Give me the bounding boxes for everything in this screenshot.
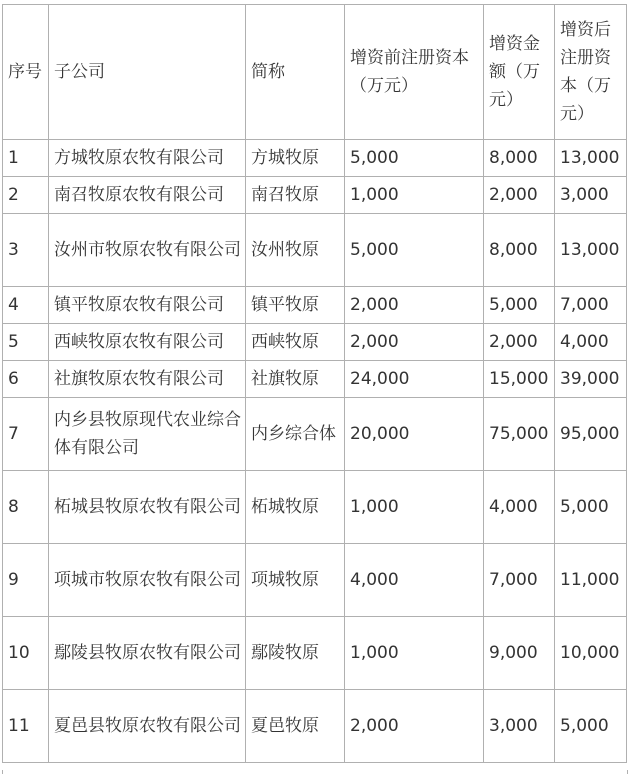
cell-capital-before: 20,000 <box>345 398 484 471</box>
cell-seq: 7 <box>3 398 49 471</box>
cell-increase-amount: 75,000 <box>484 398 555 471</box>
cell-short-name: 内乡综合体 <box>246 398 345 471</box>
header-seq: 序号 <box>3 5 49 140</box>
header-capital-after: 增资后注册资本（万元） <box>555 5 627 140</box>
cell-company: 汝州市牧原农牧有限公司 <box>49 214 246 287</box>
cell-company: 社旗牧原农牧有限公司 <box>49 361 246 398</box>
cell-seq: 2 <box>3 177 49 214</box>
table-row <box>3 361 627 398</box>
cell-capital-before: 2,000 <box>345 324 484 361</box>
cell-capital-before: 24,000 <box>345 361 484 398</box>
cell-seq: 3 <box>3 214 49 287</box>
table-row <box>3 398 627 471</box>
cell-increase-amount: 2,000 <box>484 324 555 361</box>
cell-seq: 1 <box>3 140 49 177</box>
header-short-name: 简称 <box>246 5 345 140</box>
cell-capital-after: 7,000 <box>555 287 627 324</box>
cell-short-name: 柘城牧原 <box>246 471 345 544</box>
cell-increase-amount: 3,000 <box>484 690 555 763</box>
cell-seq: 5 <box>3 324 49 361</box>
cell-company: 镇平牧原农牧有限公司 <box>49 287 246 324</box>
cell-capital-before: 5,000 <box>345 140 484 177</box>
cell-company: 西峡牧原农牧有限公司 <box>49 324 246 361</box>
header-company: 子公司 <box>49 5 246 140</box>
cell-capital-after: 95,000 <box>555 398 627 471</box>
cell-capital-after: 11,000 <box>555 544 627 617</box>
cell-short-name: 汝州牧原 <box>246 214 345 287</box>
table-row <box>3 471 627 544</box>
cell-capital-after: 5,000 <box>555 690 627 763</box>
table-row <box>3 690 627 763</box>
table-row <box>3 324 627 361</box>
cell-capital-before: 5,000 <box>345 214 484 287</box>
cell-short-name: 南召牧原 <box>246 177 345 214</box>
capital-increase-table <box>2 4 627 763</box>
cell-seq: 4 <box>3 287 49 324</box>
cell-capital-after: 39,000 <box>555 361 627 398</box>
cell-seq: 8 <box>3 471 49 544</box>
cell-short-name: 镇平牧原 <box>246 287 345 324</box>
cell-company: 内乡县牧原现代农业综合体有限公司 <box>49 398 246 471</box>
cell-capital-before: 4,000 <box>345 544 484 617</box>
cell-increase-amount: 15,000 <box>484 361 555 398</box>
cell-short-name: 方城牧原 <box>246 140 345 177</box>
cell-increase-amount: 8,000 <box>484 140 555 177</box>
cell-increase-amount: 9,000 <box>484 617 555 690</box>
cell-short-name: 西峡牧原 <box>246 324 345 361</box>
cell-seq: 11 <box>3 690 49 763</box>
cell-seq: 6 <box>3 361 49 398</box>
cell-capital-before: 2,000 <box>345 287 484 324</box>
cell-company: 夏邑县牧原农牧有限公司 <box>49 690 246 763</box>
cell-increase-amount: 4,000 <box>484 471 555 544</box>
table-row <box>3 140 627 177</box>
cell-increase-amount: 7,000 <box>484 544 555 617</box>
table-row <box>3 177 627 214</box>
table-row <box>3 544 627 617</box>
cell-short-name: 项城牧原 <box>246 544 345 617</box>
cell-capital-after: 13,000 <box>555 214 627 287</box>
cell-seq: 9 <box>3 544 49 617</box>
table-row <box>3 214 627 287</box>
cell-capital-after: 5,000 <box>555 471 627 544</box>
cell-capital-after: 3,000 <box>555 177 627 214</box>
header-capital-before: 增资前注册资本（万元） <box>345 5 484 140</box>
header-row <box>3 5 627 140</box>
cell-increase-amount: 2,000 <box>484 177 555 214</box>
cell-capital-before: 1,000 <box>345 177 484 214</box>
cell-increase-amount: 5,000 <box>484 287 555 324</box>
cell-company: 柘城县牧原农牧有限公司 <box>49 471 246 544</box>
cell-short-name: 社旗牧原 <box>246 361 345 398</box>
cell-short-name: 夏邑牧原 <box>246 690 345 763</box>
table-row <box>3 287 627 324</box>
table-continuation <box>2 770 628 774</box>
cell-increase-amount: 8,000 <box>484 214 555 287</box>
cell-company: 鄢陵县牧原农牧有限公司 <box>49 617 246 690</box>
cell-capital-after: 4,000 <box>555 324 627 361</box>
header-increase-amount: 增资金额（万元） <box>484 5 555 140</box>
cell-capital-before: 1,000 <box>345 471 484 544</box>
cell-seq: 10 <box>3 617 49 690</box>
cell-company: 方城牧原农牧有限公司 <box>49 140 246 177</box>
cell-company: 南召牧原农牧有限公司 <box>49 177 246 214</box>
cell-short-name: 鄢陵牧原 <box>246 617 345 690</box>
cell-capital-after: 10,000 <box>555 617 627 690</box>
cell-capital-before: 2,000 <box>345 690 484 763</box>
cell-company: 项城市牧原农牧有限公司 <box>49 544 246 617</box>
table-row <box>3 617 627 690</box>
cell-capital-before: 1,000 <box>345 617 484 690</box>
cell-capital-after: 13,000 <box>555 140 627 177</box>
